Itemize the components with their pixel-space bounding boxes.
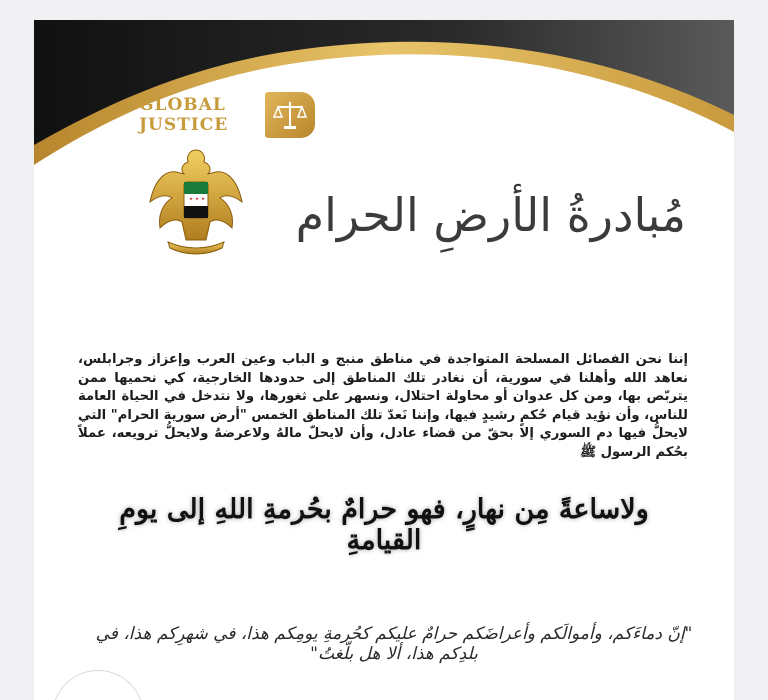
logo-line1: GLOBAL	[139, 95, 226, 115]
quote-line: ولاساعةً مِن نهارٍ، فهو حرامٌ بحُرمةِ اللهِ إلى يومِ القيامةِ	[119, 494, 649, 556]
logo-line2: JUSTICE	[139, 115, 229, 135]
hadith-line: "إنّ دماءَكم، وأموالَكم وأعراضَكم حرامٌ عليكم كحُرمةِ يومِكم هذا، في شهرِكم هذا، في بلدِكم هذا، ألا هل بلّغتُ"	[95, 624, 693, 664]
global-justice-logo	[139, 92, 319, 142]
syrian-eagle-emblem-icon	[146, 142, 246, 262]
pledge-paragraph: إننا نحن الفصائل المسلحة المتواجدة في مناطق منبج و الباب وعين العرب وإعزاز وجرابلس، نعاهد الله وأهلنا في سورية، أن نغادر تلك المناطق إلى حدودها الخارجية، كي نحميها ممن يتربّص بها، ومن كل عدوان أو محاولة احتلال، ونسهر على ثغورها، ولا نتدخل في الحياة العامة للناس، وأن نؤيد قيام حُكمٍ رشيدٍ فيها، وإننا نَعدّ تلك المناطق الخمس "أرض سورية الحرام" التي لايحلُّ فيها دم السوري إلا بحقّ من قضاء عادل، وأن لايحلّ مالهُ ولاعرضهُ ولايحلُّ ترويعه، عملاً بحُكم الرسول ﷺ	[78, 352, 688, 460]
document-page	[34, 20, 734, 700]
corner-decoration	[52, 670, 144, 700]
initiative-title: مُبادرةُ الأرضِ الحرام	[295, 188, 686, 242]
justice-scale-icon	[265, 92, 315, 138]
